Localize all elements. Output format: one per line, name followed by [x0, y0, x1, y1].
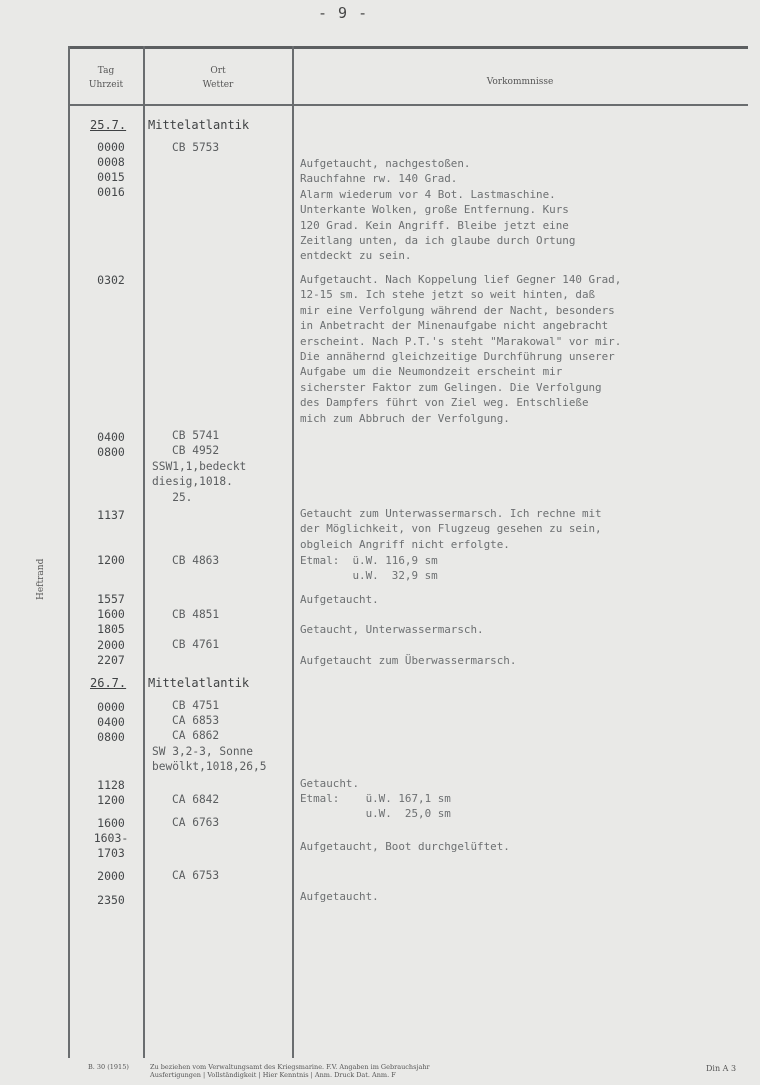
event-entry: Getaucht zum Unterwassermarsch. Ich rechne mit der Möglichkeit, von Flugzeug gesehen zu sein, obgleich Angriff nicht erfolgte. — [300, 507, 602, 551]
paper-format: Din A 3 — [706, 1064, 737, 1073]
region-26-7: Mittelatlantik — [148, 676, 250, 690]
position-entry: CB 4863 — [172, 554, 220, 567]
time-entry: 1600 — [97, 816, 125, 830]
position-entry: CB 4761 — [172, 638, 220, 651]
weather-entry: SW 3,2-3, Sonne bewölkt,1018,26,5 — [152, 745, 267, 774]
header-events: Vorkommnisse — [486, 77, 554, 87]
event-entry: Aufgetaucht. Nach Koppelung lief Gegner 140 Grad, 12-15 sm. Ich stehe jetzt so weit hinten, daß mir eine Verfolgung während der Nacht, besonders in Anbetracht der Minenaufgabe nicht angebracht erscheint. Nach P.T.'s steht "Marakowal" vor mir. Die annähernd gleichzeitige Durchführung unserer Aufgabe um die Neumondzeit erscheint mir sicherster Faktor zum Gelingen. Die Verfolgung des Dampfers führt von Ziel weg. Entschließe mich zum Abbruch der Verfolgung. — [300, 273, 622, 425]
weather-entry: SSW1,1,bedeckt diesig,1018. 25. — [152, 460, 247, 504]
time-entry: 1603- — [93, 831, 129, 845]
table-top-rule — [68, 46, 748, 49]
event-entry: Getaucht. — [300, 777, 360, 790]
header-rule — [68, 104, 748, 106]
time-entry: 2207 — [97, 653, 125, 667]
rule-col2 — [292, 46, 294, 1058]
time-entry: 1128 — [97, 778, 125, 792]
time-entry: 0800 — [97, 730, 125, 744]
date-25-7: 25.7. — [90, 118, 127, 132]
region-25-7: Mittelatlantik — [148, 118, 250, 132]
time-entry: 0016 — [97, 185, 125, 199]
time-entry: 2000 — [97, 638, 125, 652]
time-entry: 0008 — [97, 155, 125, 169]
event-entry: Aufgetaucht, nachgestoßen. Rauchfahne rw. 140 Grad. Alarm wiederum vor 4 Bot. Lastmaschine. Unterkante Wolken, große Entfernung. Kurs 120 Grad. Kein Angriff. Bleibe jetzt eine Zeitlang unten, da ich glaube durch Ortung entdeckt zu sein. — [300, 157, 576, 263]
position-entry: CA 6753 — [172, 869, 220, 882]
header-place-weather: Ort Wetter — [202, 66, 234, 90]
time-entry: 0000 — [97, 700, 125, 714]
position-entry: CB 4851 — [172, 608, 220, 621]
position-entry: CB 5741 — [172, 429, 220, 442]
event-entry: Aufgetaucht. — [300, 593, 379, 606]
form-number: B. 30 (1915) — [88, 1063, 129, 1071]
position-entry: CA 6853 — [172, 714, 220, 727]
header-day-time: Tag Uhrzeit — [88, 66, 124, 90]
time-entry: 0800 — [97, 445, 125, 459]
event-entry: Etmal: ü.W. 116,9 sm u.W. 32,9 sm — [300, 554, 438, 583]
margin-label: Heftrand — [36, 558, 46, 600]
event-entry: Aufgetaucht, Boot durchgelüftet. — [300, 840, 510, 853]
position-entry: CA 6763 — [172, 816, 220, 829]
time-entry: 2350 — [97, 893, 125, 907]
position-entry: CA 6842 — [172, 793, 220, 806]
page-number: - 9 - — [318, 4, 369, 22]
time-entry: 1200 — [97, 793, 125, 807]
time-entry: 1703 — [97, 846, 125, 860]
date-26-7: 26.7. — [90, 676, 127, 690]
time-entry: 0400 — [97, 715, 125, 729]
form-footnote: Zu beziehen vom Verwaltungsamt des Kriegsmarine. F.V. Angaben im Gebrauchsjahr Ausfertigungen | Vollständigkeit | Hier Kenntnis | Anm. Druck Dat. Anm. F — [150, 1063, 430, 1079]
event-entry: Etmal: ü.W. 167,1 sm u.W. 25,0 sm — [300, 792, 451, 821]
time-entry: 1137 — [97, 508, 125, 522]
time-entry: 1200 — [97, 553, 125, 567]
position-entry: CB 4751 — [172, 699, 220, 712]
position-entry: CA 6862 — [172, 729, 220, 742]
position-entry: CB 5753 — [172, 141, 220, 154]
time-entry: 1600 — [97, 607, 125, 621]
time-entry: 0000 — [97, 140, 125, 154]
position-entry: CB 4952 — [172, 444, 220, 457]
time-entry: 0400 — [97, 430, 125, 444]
rule-left — [68, 46, 70, 1058]
time-entry: 0302 — [97, 273, 125, 287]
event-entry: Aufgetaucht. — [300, 890, 379, 903]
time-entry: 0015 — [97, 170, 125, 184]
time-entry: 1557 — [97, 592, 125, 606]
event-entry: Getaucht, Unterwassermarsch. — [300, 623, 484, 636]
time-entry: 1805 — [97, 622, 125, 636]
time-entry: 2000 — [97, 869, 125, 883]
event-entry: Aufgetaucht zum Überwassermarsch. — [300, 654, 517, 667]
